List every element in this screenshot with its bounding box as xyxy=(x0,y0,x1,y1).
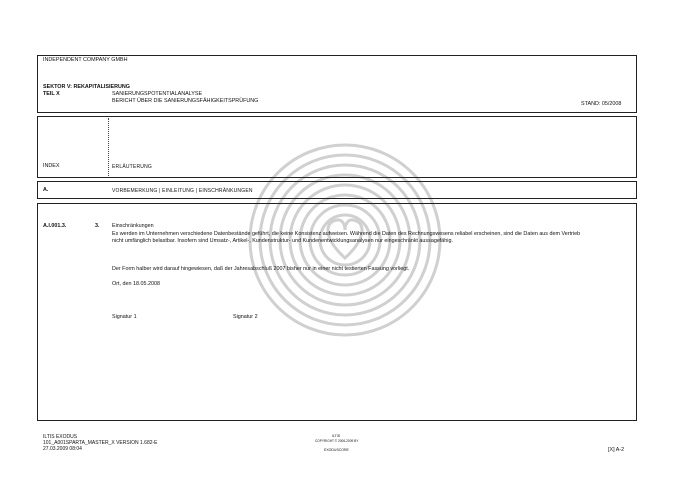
section-title: VORBEMERKUNG | EINLEITUNG | EINSCHRÄNKUNGEN xyxy=(112,188,253,194)
footer-center-1: ILTIS xyxy=(332,434,341,438)
content-number: 3. xyxy=(95,223,100,229)
index-label: INDEX xyxy=(43,163,60,169)
footer-line-2: 101_A001SPARTA_MASTER_X VERSION 1.682-E xyxy=(43,440,158,446)
content-ref: A.I.001.3. xyxy=(43,223,67,229)
index-divider xyxy=(108,118,109,176)
subtitle-report: BERICHT ÜBER DIE SANIERUNGSFÄHIGKEITSPRÜFUNG xyxy=(112,98,259,104)
section-code: A. xyxy=(43,187,49,193)
signature-2: Signatur 2 xyxy=(233,314,258,320)
paragraph-annual-statement: Der Form halber wird darauf hingewiesen, daß der Jahresabschluß 2007 bisher nur in einer nicht testierten Fassung vorliegt. xyxy=(112,266,410,272)
company-name: INDEPENDENT COMPANY GMBH xyxy=(43,57,128,63)
stand-date: STAND: 05/2008 xyxy=(581,101,622,107)
sector-title: SEKTOR V: REKAPITALISIERUNG xyxy=(43,84,130,90)
footer-line-3: 27.03.2009 08:04 xyxy=(43,446,82,452)
signature-1: Signatur 1 xyxy=(112,314,137,320)
content-heading: Einschränkungen xyxy=(112,223,154,229)
place-date: Ort, den 18.05.2008 xyxy=(112,281,160,287)
footer-center-2: COPYRIGHT © 2006-2009 BY xyxy=(315,439,359,443)
footer-line-1: ILTIS EXODUS xyxy=(43,434,78,440)
erlaeuterung-label: ERLÄUTERUNG xyxy=(112,164,152,170)
part-label: TEIL X xyxy=(43,91,60,97)
footer-center-3: EXODUSCORE xyxy=(324,448,349,452)
page-number: [X] A-2 xyxy=(608,447,625,453)
paragraph-restrictions: Es werden im Unternehmen verschiedene Datenbestände geführt, die keine Konsistenz aufweisen. Während die Daten des Rechnungswesens reliabel erscheinen, sind die Daten aus dem Vertrieb nicht umfänglich belastbar. Insofern sind Umsatz-, Artikel-, Kundenstruktur- und Kundenentwicklungsanalysen nur eingeschränkt aussagefähig. xyxy=(112,231,581,244)
subtitle-analysis: SANIERUNGSPOTENTIALANALYSE xyxy=(112,91,203,97)
